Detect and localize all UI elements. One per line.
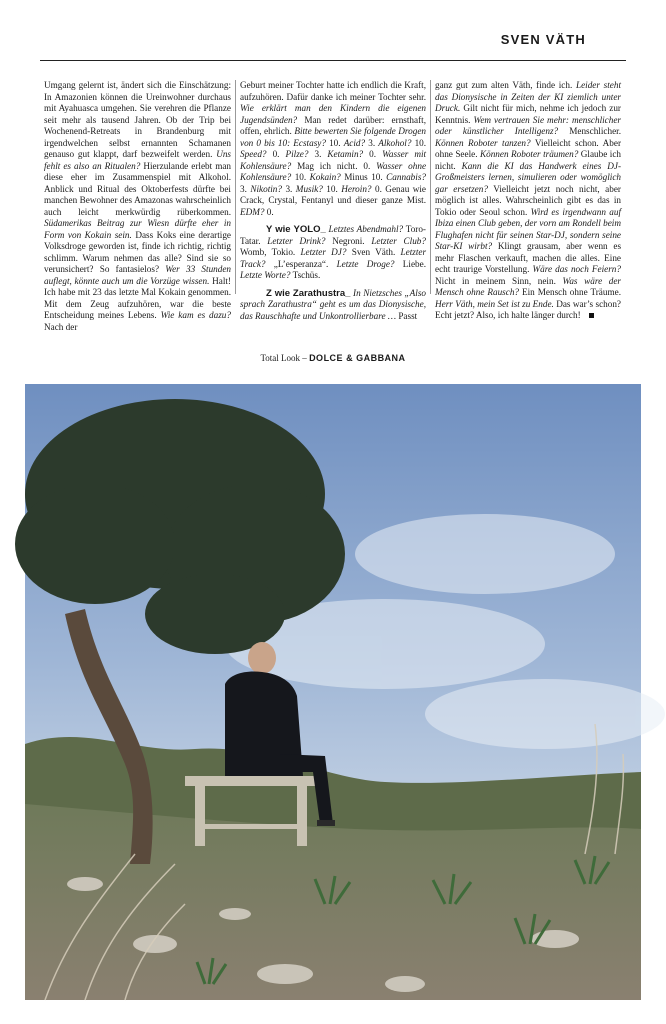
- interview-question: Ketamin?: [327, 149, 364, 159]
- ground: [25, 804, 641, 1000]
- interview-text: Menschlicher.: [569, 126, 622, 136]
- interview-question: Kann die KI das Handwerk eines DJ-Großmeisters lernen, simulieren oder womöglich gar ersetzen?: [435, 160, 621, 194]
- interview-question: Uns fehlt es also an Ritualen?: [44, 149, 231, 171]
- interview-question: Was wäre der Mensch ohne Rausch?: [435, 275, 622, 297]
- interview-question: Wasser ohne Kohlensäure?: [240, 160, 427, 182]
- interview-question: Wie erklärt man den Kindern die eigenen Jugendsünden?: [240, 103, 426, 125]
- interview-text: 10.: [326, 183, 338, 194]
- interview-text: Glaube ich nicht.: [435, 149, 621, 171]
- interview-question: In Nietzsches „Also sprach Zarathustra“ geht es um das Dionysische, das Rauschhafte und Unkontrollierbare …: [240, 287, 426, 321]
- interview-question: Nikotin?: [250, 183, 282, 194]
- interview-question: Wer 33 Stunden auflegt, könnte auch um die Vorzüge wissen.: [44, 264, 232, 286]
- interview-question: Letzter DJ?: [300, 247, 347, 257]
- interview-question: Kokain?: [309, 172, 341, 182]
- interview-text: 10.: [294, 172, 307, 182]
- interview-question: Leider steht das Dionysische in Zeiten der KI ziemlich unter Druck.: [435, 80, 621, 113]
- interview-text: 10.: [414, 137, 427, 148]
- interview-text: Vielleicht schon. Aber ohne Seele.: [435, 137, 622, 159]
- interview-text: Gilt nicht für mich, nehme ich jedoch zur Kenntnis.: [435, 103, 621, 125]
- interview-text: Womb, Tokio.: [240, 247, 296, 257]
- interview-text: 0.: [266, 206, 274, 217]
- column-1-text: [44, 80, 231, 333]
- interview-text: 3.: [368, 137, 376, 148]
- interview-text: „L’esperanza“.: [273, 258, 329, 269]
- page-header: [40, 28, 626, 61]
- interview-question: Südamerikas Beitrag zur Wiesn dürfte eher in Form von Kokain sein.: [44, 218, 231, 240]
- section-heading: Y wie YOLO_: [266, 224, 326, 235]
- interview-text: 0. Genau wie Crack, Crystal, Fentanyl und dieser ganze Mist.: [240, 183, 427, 205]
- interview-text: Nicht in meinem Sinn, nein.: [435, 275, 556, 286]
- interview-question: Acid?: [343, 137, 366, 148]
- interview-question: EDM?: [240, 206, 265, 217]
- credit-brand: DOLCE & GABBANA: [309, 353, 406, 363]
- interview-text: Negroni.: [332, 235, 365, 246]
- interview-question: Können Roboter tanzen?: [435, 137, 531, 148]
- interview-question: Letztes Abendmahl?: [328, 224, 404, 234]
- interview-text: Hierzulande erlebt man diese eher im Zusammenspiel mit Alkohol. Anblick und Ritual des Oktoberfests dürfte bei manchen Bewohner des Amazonas wahrscheinlich auch leicht merkwürdig rüberkommen.: [44, 160, 232, 217]
- photo-credit: [0, 353, 666, 363]
- portrait-photo: [25, 384, 641, 1000]
- interview-question: Musik?: [295, 183, 323, 194]
- interview-question: Heroin?: [341, 183, 372, 194]
- interview-text: Mag ich nicht. 0.: [297, 160, 371, 171]
- interview-text: 3.: [240, 183, 247, 194]
- interview-text: Halt! Ich habe mit 23 das letzte Mal Kokain genommen. Mit dem Zeug aufzuhören, war die beste Entscheidung meines Lebens.: [44, 275, 231, 320]
- interview-text: Minus 10.: [344, 172, 383, 182]
- interview-text: Ein Mensch ohne Träume.: [522, 287, 621, 297]
- interview-text: 10.: [329, 137, 341, 148]
- column-1: [40, 80, 235, 332]
- interview-question: Pilze?: [285, 149, 309, 159]
- interview-text: Toro-Tatar.: [240, 224, 426, 246]
- interview-text: Tschüs.: [292, 270, 321, 280]
- interview-text: Liebe.: [402, 258, 426, 269]
- interview-text: Das war’s schon? Echt jetzt? Also, ich halte länger durch!: [435, 298, 621, 320]
- interview-question: Wäre das noch Feiern?: [532, 264, 621, 274]
- interview-text: Klingt grausam, aber wenn es mehr Flaschen verkauft, machen die alles. Eine echt traurige Vorstellung.: [435, 241, 622, 274]
- end-mark: [589, 313, 594, 318]
- interview-text: Nach der: [44, 321, 78, 332]
- interview-question: Wird es irgendwann auf Ibiza einen Club geben, der vorn am Rondell beim Flughafen nicht für seinen Star-DJ, sondern seine Star-KI wirbt?: [435, 206, 622, 251]
- section-z-zarathustra: [240, 288, 426, 323]
- interview-text: 0.: [369, 149, 377, 159]
- interview-text: Passt: [398, 310, 418, 321]
- interview-question: Letzte Droge?: [336, 258, 395, 269]
- interview-question: Bitte bewerten Sie folgende Drogen von 0 bis 10: Ecstasy?: [240, 126, 426, 148]
- interview-question: Wie kam es dazu?: [160, 310, 231, 320]
- interview-question: Wasser mit Kohlensäure?: [240, 149, 427, 171]
- interview-question: Speed?: [240, 149, 267, 159]
- interview-text: Vielleicht jetzt noch nicht, aber möglich ist alles. Wahrscheinlich gibt es das in Tokio oder Seoul schon.: [435, 183, 621, 217]
- interview-question: Letzte Worte?: [240, 270, 291, 280]
- interview-text: 3.: [314, 149, 322, 159]
- interview-text: 3.: [285, 183, 293, 194]
- interview-question: Können Roboter träumen?: [479, 149, 579, 159]
- interview-text: Sven Väth.: [351, 247, 396, 257]
- column-3: [430, 80, 625, 320]
- credit-label: Total Look –: [260, 353, 307, 363]
- column-3-text: [435, 80, 621, 322]
- interview-text: Man redet darüber: ernsthaft, offen, ehrlich.: [240, 114, 426, 136]
- article-columns: [40, 80, 626, 332]
- interview-text: Umgang gelernt ist, ändert sich die Einschätzung: In Amazonien können die Ureinwohner durchaus mit Ayahuasca umgehen. Sie verehren die Pflanze seit mehr als tausend Jahren. Ob der Trip bei Wochenend-Retreats in Brandenburg mit irgendwelchen selbst ernannten Schamanen genauso gut klappt, darf bezweifelt werden.: [44, 80, 231, 159]
- column-2: [235, 80, 430, 321]
- interview-question: Herr Väth, mein Set ist zu Ende.: [435, 298, 554, 309]
- interview-text: Geburt meiner Tochter hatte ich endlich die Kraft, aufzuhören. Dafür danke ich meiner Tochter sehr.: [240, 80, 426, 102]
- interview-question: Letzter Drink?: [267, 235, 326, 246]
- section-y-yolo: [240, 224, 426, 282]
- interview-question: Letzter Track?: [240, 247, 427, 269]
- section-heading: Z wie Zarathustra_: [266, 287, 351, 299]
- interview-question: Cannabis?: [386, 172, 426, 182]
- interview-question: Wem vertrauen Sie mehr: menschlicher oder künstlicher Intelligenz?: [435, 114, 622, 136]
- interview-text: Dass Koks eine derartige Volksdroge geworden ist, finde ich richtig, richtig schlimm. Warum nehmen das alle? Sind sie so verunsichert? So fantasielos?: [44, 229, 232, 274]
- interview-question: Alkohol?: [378, 137, 412, 148]
- interview-question: Letzter Club?: [371, 235, 426, 246]
- column-2-text: [240, 80, 426, 218]
- interview-text: 0.: [272, 149, 280, 159]
- interview-text: ganz gut zum alten Väth, finde ich.: [435, 80, 573, 90]
- page-title: SVEN VÄTH: [500, 32, 586, 47]
